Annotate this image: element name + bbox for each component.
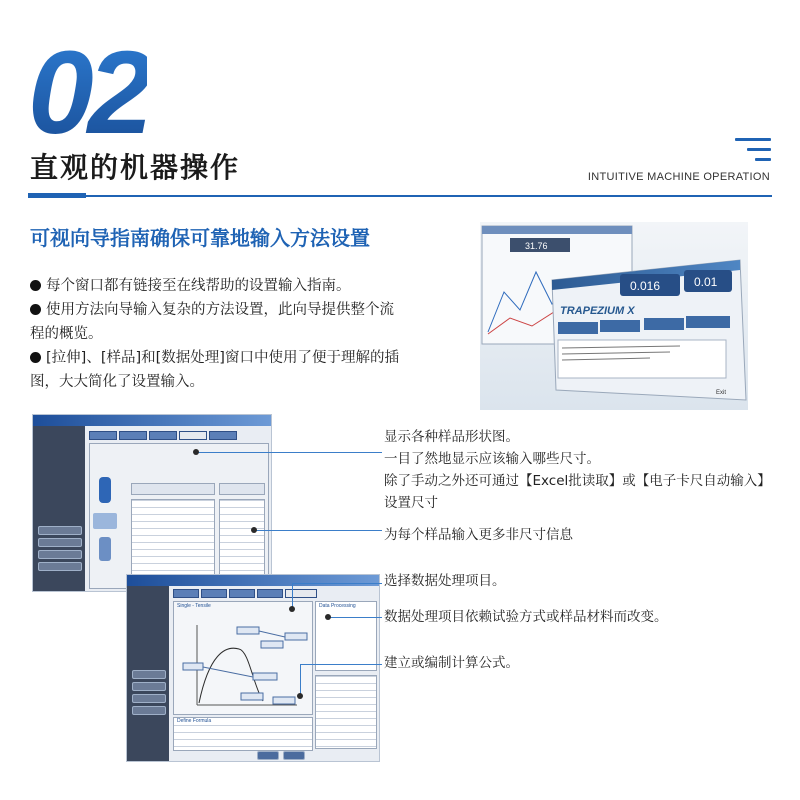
tab-specimen[interactable] — [257, 589, 283, 598]
window-title-bar — [33, 415, 271, 426]
tab-specimen[interactable] — [179, 431, 207, 440]
tab-data-processing[interactable] — [285, 589, 317, 598]
wizard-button[interactable] — [38, 526, 82, 535]
section-title: 直观的机器操作 — [30, 151, 241, 184]
bullet-item: [拉伸]、[样品]和[数据处理]窗口中使用了便于理解的插图，大大简化了设置输入。 — [30, 350, 399, 390]
bullet-item: 每个窗口都有链接至在线帮助的设置输入指南。 — [30, 274, 400, 298]
tab-sensor[interactable] — [119, 431, 147, 440]
annotation-specimen-info: 为每个样品输入更多非尺寸信息 — [384, 527, 573, 543]
method-wizard-sidebar — [127, 586, 169, 762]
bullet-icon — [30, 280, 41, 291]
import-buttons-row[interactable] — [219, 483, 265, 495]
annotation-specimen-shapes: 显示各种样品形状图。 一目了然地显示应该输入哪些尺寸。 除了手动之外还可通过【Excel批读取】或【电子卡尺自动输入】设置尺寸 — [384, 429, 771, 511]
wizard-button[interactable] — [132, 670, 166, 679]
svg-text:Exit: Exit — [716, 390, 727, 396]
method-wizard-sidebar — [33, 426, 85, 592]
feature-subtitle: 可视向导指南确保可靠地输入方法设置 — [30, 226, 370, 250]
next-button[interactable] — [283, 751, 305, 760]
section-title-english: INTUITIVE MACHINE OPERATION — [587, 171, 770, 183]
annotation-point — [297, 693, 303, 699]
tab-data-processing[interactable] — [209, 431, 237, 440]
svg-text:TRAPEZIUM X: TRAPEZIUM X — [560, 305, 635, 317]
section-number: 02 — [28, 27, 148, 159]
data-processing-flow-diagram — [177, 615, 311, 711]
window-title-bar — [127, 575, 379, 586]
info-table[interactable] — [219, 499, 265, 585]
annotation-formula: 建立或编制计算公式。 — [384, 655, 519, 671]
wizard-button[interactable] — [132, 694, 166, 703]
dimension-table[interactable] — [131, 499, 215, 585]
annotation-processing-depends: 数据处理项目依赖试验方式或样品材料而改变。 — [384, 609, 668, 625]
annotation-leader-line — [300, 664, 301, 696]
back-button[interactable] — [257, 751, 279, 760]
annotation-point — [289, 606, 295, 612]
annotation-leader-line — [300, 664, 382, 665]
svg-text:0.01: 0.01 — [694, 275, 718, 289]
bullet-icon — [30, 304, 41, 315]
tab-control[interactable] — [149, 431, 177, 440]
wizard-button[interactable] — [132, 682, 166, 691]
define-formula-table[interactable]: Define Formula — [173, 717, 313, 751]
bullet-icon — [30, 352, 41, 363]
annotation-point — [251, 527, 257, 533]
annotation-leader-line — [328, 617, 382, 618]
wizard-button[interactable] — [38, 562, 82, 571]
wizard-button[interactable] — [38, 538, 82, 547]
svg-text:0.016: 0.016 — [630, 279, 661, 293]
menu-lines-icon — [735, 138, 771, 164]
specimen-shape-figures — [91, 475, 121, 565]
annotation-leader-line — [292, 583, 382, 584]
bullet-item: 使用方法向导输入复杂的方法设置，此向导提供整个流程的概览。 — [30, 302, 394, 342]
tab-sensor[interactable] — [201, 589, 227, 598]
data-processing-list[interactable]: Data Processing — [315, 601, 377, 671]
processing-options-list[interactable] — [315, 675, 377, 749]
single-tensile-panel: Single - Tensile — [173, 601, 313, 715]
feature-bullets — [30, 274, 400, 394]
tab-system[interactable] — [89, 431, 117, 440]
software-collage-graphic — [480, 222, 748, 410]
annotation-leader-line — [254, 530, 382, 531]
tab-system[interactable] — [173, 589, 199, 598]
annotation-leader-line — [196, 452, 382, 453]
wizard-button[interactable] — [132, 706, 166, 715]
annotation-select-processing: 选择数据处理项目。 — [384, 573, 506, 589]
specimen-window-screenshot — [32, 414, 272, 592]
tab-control[interactable] — [229, 589, 255, 598]
annotation-point — [325, 614, 331, 620]
svg-text:31.76: 31.76 — [525, 241, 548, 251]
software-collage-image — [480, 222, 748, 410]
annotation-point — [193, 449, 199, 455]
wizard-button[interactable] — [38, 550, 82, 559]
data-processing-window-screenshot — [126, 574, 380, 762]
header-divider — [28, 195, 772, 197]
shape-buttons-row[interactable] — [131, 483, 215, 495]
